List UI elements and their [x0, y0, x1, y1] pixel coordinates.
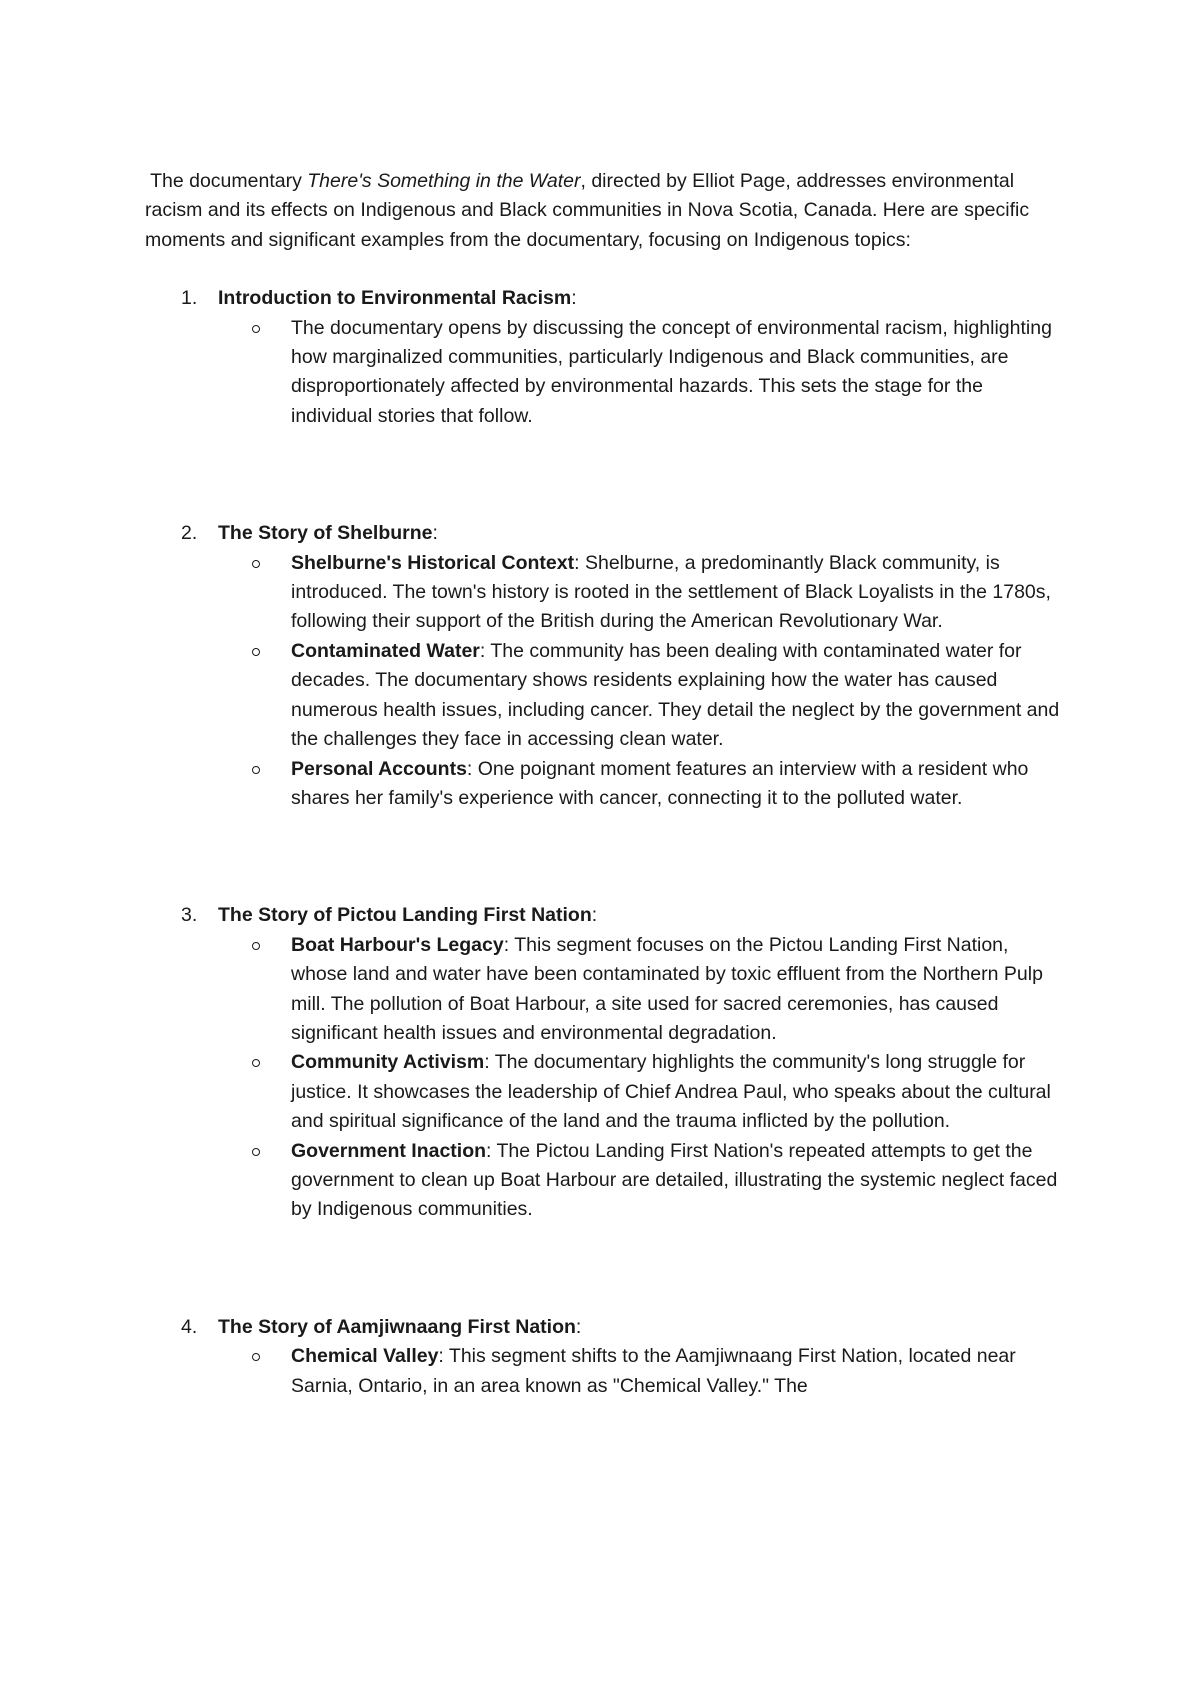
section-3: [145, 901, 1065, 1224]
section-number: 1.: [181, 287, 198, 310]
section-title: The Story of Pictou Landing First Nation: [218, 904, 592, 927]
bullet-text: This segment focuses on the Pictou Landing First Nation, whose land and water have been contaminated by toxic effluent from the Northern Pulp mill. The pollution of Boat Harbour, a site used for sacred ceremonies, has caused significant health issues and environmental degradation.: [291, 933, 1043, 1044]
section-title: The Story of Aamjiwnaang First Nation: [218, 1315, 576, 1338]
numbered-section-list: [145, 284, 1065, 1401]
bullet-label: Government Inaction: [291, 1139, 487, 1162]
spacer: [145, 1225, 1065, 1313]
bullet-list: [218, 314, 1065, 432]
hollow-circle-bullet-icon: [252, 648, 260, 656]
bullet-text: Shelburne, a predominantly Black community, is introduced. The town's history is rooted in the settlement of Black Loyalists in the 1780s, following their support of the British during the American Revolutionary War.: [291, 551, 1051, 633]
bullet-list: [218, 1342, 1065, 1401]
bullet-item: [218, 637, 1065, 755]
bullet-separator: :: [574, 551, 585, 574]
bullet-separator: :: [479, 639, 491, 662]
section-heading: [218, 519, 1065, 548]
bullet-label: Community Activism: [291, 1051, 485, 1074]
bullet-list: [218, 931, 1065, 1225]
section-1: [145, 284, 1065, 431]
bullet-separator: :: [466, 757, 478, 780]
bullet-label: Chemical Valley: [291, 1345, 439, 1368]
bullet-item: [218, 1137, 1065, 1225]
hollow-circle-bullet-icon: [252, 325, 260, 333]
bullet-list: [218, 549, 1065, 814]
spacer: [145, 813, 1065, 901]
intro-paragraph: [145, 167, 1065, 255]
hollow-circle-bullet-icon: [252, 766, 260, 774]
bullet-label: Shelburne's Historical Context: [291, 551, 575, 574]
section-title: Introduction to Environmental Racism: [218, 287, 572, 310]
bullet-separator: :: [438, 1345, 449, 1368]
bullet-text: This segment shifts to the Aamjiwnaang First Nation, located near Sarnia, Ontario, in an area known as "Chemical Valley." The: [291, 1345, 1016, 1397]
section-title-suffix: :: [571, 287, 577, 310]
section-heading: [218, 1313, 1065, 1342]
bullet-item: [218, 1048, 1065, 1136]
bullet-label: Personal Accounts: [291, 757, 467, 780]
bullet-text: One poignant moment features an interview with a resident who shares her family's experience with cancer, connecting it to the polluted water.: [291, 757, 1029, 809]
hollow-circle-bullet-icon: [252, 942, 260, 950]
hollow-circle-bullet-icon: [252, 1148, 260, 1156]
film-title: There's Something in the Water: [307, 170, 581, 192]
hollow-circle-bullet-icon: [252, 1353, 260, 1361]
section-heading: [218, 284, 1065, 313]
section-title-suffix: :: [575, 1315, 582, 1338]
bullet-text: The documentary highlights the community's long struggle for justice. It showcases the leadership of Chief Andrea Paul, who speaks about the cultural and spiritual significance of the land and the trauma inflicted by the pollution.: [291, 1051, 1051, 1133]
document-body: [145, 167, 1065, 1401]
section-number: 2.: [181, 522, 198, 545]
section-title-suffix: :: [432, 522, 438, 545]
hollow-circle-bullet-icon: [252, 560, 260, 568]
spacer: [145, 255, 1065, 284]
intro-text-after-title: , directed by Elliot Page, addresses environmental racism and its effects on Indigenous and Black communities in Nova Scotia, Canada. Here are specific moments and significant examples from the documentary, focusing on Indigenous topics:: [145, 170, 1030, 251]
section-number: 4.: [181, 1315, 198, 1338]
bullet-text: The community has been dealing with contaminated water for decades. The documentary shows residents explaining how the water has caused numerous health issues, including cancer. They detail the neglect by the government and the challenges they face in accessing clean water.: [291, 639, 1060, 751]
section-title-suffix: :: [591, 904, 598, 927]
bullet-separator: :: [484, 1051, 495, 1074]
bullet-item: [218, 1342, 1065, 1401]
bullet-item: [218, 314, 1065, 432]
section-2: [145, 519, 1065, 813]
bullet-item: [218, 931, 1065, 1049]
bullet-label: Boat Harbour's Legacy: [291, 933, 504, 956]
intro-text-before-title: The documentary: [150, 170, 308, 192]
bullet-text: The Pictou Landing First Nation's repeated attempts to get the government to clean up Boat Harbour are detailed, illustrating the systemic neglect faced by Indigenous communities.: [291, 1139, 1058, 1221]
bullet-separator: :: [486, 1139, 497, 1162]
spacer: [145, 431, 1065, 519]
bullet-text: The documentary opens by discussing the concept of environmental racism, highlighting how marginalized communities, particularly Indigenous and Black communities, are disproportionately affected by environmental hazards. This sets the stage for the individual stories that follow.: [291, 316, 1052, 427]
hollow-circle-bullet-icon: [252, 1059, 260, 1067]
section-title: The Story of Shelburne: [218, 522, 433, 545]
bullet-label: Contaminated Water: [291, 639, 480, 662]
bullet-separator: :: [503, 933, 515, 956]
section-number: 3.: [181, 904, 198, 927]
section-4: [145, 1313, 1065, 1401]
section-heading: [218, 901, 1065, 930]
bullet-item: [218, 755, 1065, 814]
bullet-item: [218, 549, 1065, 637]
